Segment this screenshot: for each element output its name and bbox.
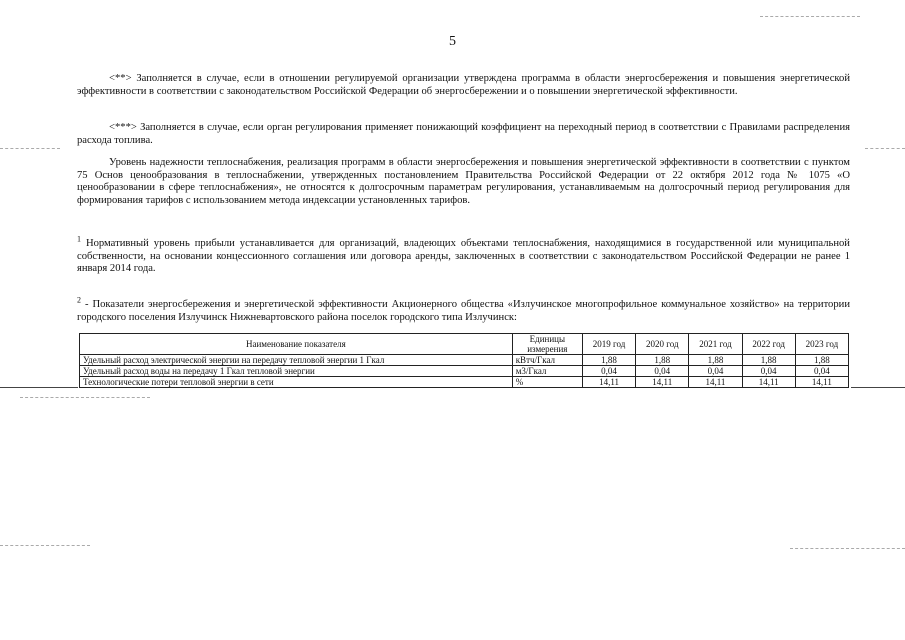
under-table-dashes [20, 397, 150, 398]
lower-right-dashes [790, 548, 905, 549]
row-value: 0,04 [795, 366, 848, 377]
footnote-1-mark: 1 [77, 234, 81, 244]
row-value: 1,88 [742, 355, 795, 366]
page-number: 5 [449, 34, 456, 49]
footnote-1-text: Нормативный уровень прибыли устанавливается для организаций, владеющих объектами теплоснабжения, находящимися в государственной или муниципальной собственности, на основании концессионного соглашения или договора аренды, заключенных в соответствии с законодательством Российской Федерации не ранее 1 января 2014 года. [77, 238, 850, 275]
indicators-table [79, 333, 849, 388]
row-unit: % [512, 377, 582, 388]
table-row [80, 377, 849, 388]
lower-margin-dashes [0, 545, 90, 546]
row-value: 14,11 [742, 377, 795, 388]
margin-rule-left [0, 387, 78, 388]
row-value: 14,11 [636, 377, 689, 388]
margin-rule-right [851, 387, 905, 388]
row-unit: м3/Гкал [512, 366, 582, 377]
table-row [80, 366, 849, 377]
row-value: 14,11 [582, 377, 635, 388]
row-value: 1,88 [636, 355, 689, 366]
note-double-asterisk: <**> Заполняется в случае, если в отношении регулируемой организации утверждена программа в области энергосбережения и повышения энергетической эффективности в соответствии с законодательством Российской Федерации об энергосбережении и о повышении энергетической эффективности. [77, 73, 850, 97]
body-paragraph: Уровень надежности теплоснабжения, реализация программ в области энергосбережения и повышения энергетической эффективности в соответствии с пунктом 75 Основ ценообразования в теплоснабжении, утвержденных постановлением Правительства Российской Федерации от 22 октября 2012 года № 1075 «О ценообразовании в сфере теплоснабжения», не относятся к долгосрочным параметрам регулирования, устанавливаемым на долгосрочный период регулирования для формирования тарифов с использованием метода индексации установленных тарифов. [77, 157, 850, 206]
row-value: 0,04 [636, 366, 689, 377]
table-row [80, 355, 849, 366]
header-unit: Единицы измерения [512, 334, 582, 355]
row-unit: кВтч/Гкал [512, 355, 582, 366]
row-value: 1,88 [689, 355, 742, 366]
note-triple-asterisk: <***> Заполняется в случае, если орган регулирования применяет понижающий коэффициент на переходный период в соответствии с Правилами распределения расхода топлива. [77, 122, 850, 146]
row-value: 0,04 [742, 366, 795, 377]
footnote-2-text: - Показатели энергосбережения и энергетической эффективности Акционерного общества «Излучинское многопрофильное коммунальное хозяйство» на территории городского поселения Излучинск Нижневартовского района поселок городского типа Излучинск: [77, 299, 850, 323]
row-name: Технологические потери тепловой энергии в сети [80, 377, 513, 388]
row-name: Удельный расход воды на передачу 1 Гкал тепловой энергии [80, 366, 513, 377]
row-value: 14,11 [795, 377, 848, 388]
margin-dashes-left [0, 148, 60, 149]
header-year-2021: 2021 год [689, 334, 742, 355]
row-value: 1,88 [582, 355, 635, 366]
margin-dashes-right [865, 148, 905, 149]
row-value: 0,04 [689, 366, 742, 377]
table-header-row [80, 334, 849, 355]
row-value: 0,04 [582, 366, 635, 377]
top-scan-dashes [760, 16, 860, 17]
footnote-2-mark: 2 [77, 295, 81, 305]
row-name: Удельный расход электрической энергии на передачу тепловой энергии 1 Гкал [80, 355, 513, 366]
header-indicator-name: Наименование показателя [80, 334, 513, 355]
header-year-2019: 2019 год [582, 334, 635, 355]
row-value: 14,11 [689, 377, 742, 388]
row-value: 1,88 [795, 355, 848, 366]
footnote-2 [77, 295, 850, 324]
header-year-2023: 2023 год [795, 334, 848, 355]
header-year-2020: 2020 год [636, 334, 689, 355]
footnote-1 [77, 234, 850, 276]
header-year-2022: 2022 год [742, 334, 795, 355]
